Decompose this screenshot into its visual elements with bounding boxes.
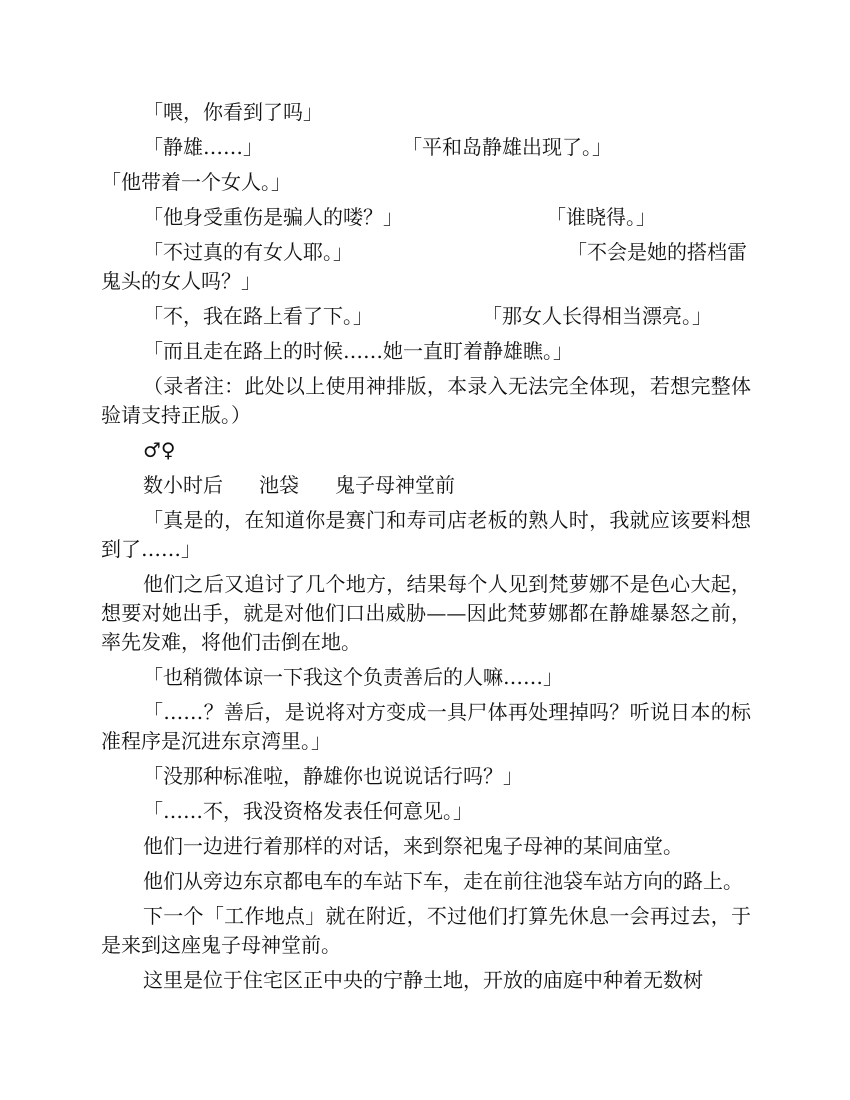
dialogue-left: 「静雄……」 [143, 135, 263, 159]
dialogue-right: 「谁晓得。」 [546, 205, 656, 229]
paragraph-6: 「……不，我没资格发表任何意见。」 [143, 799, 473, 823]
line-dialogue-pair-4 [101, 203, 751, 232]
line-dialogue-3: 「他带着一个女人。」 [101, 170, 291, 194]
scene-place: 池袋 [259, 473, 299, 497]
line-dialogue-1: 「喂，你看到了吗」 [143, 100, 323, 124]
line-dialogue-pair-6 [101, 302, 751, 331]
dialogue-right: 「那女人长得相当漂亮。」 [482, 304, 712, 328]
scene-location: 鬼子母神堂前 [335, 473, 455, 497]
dialogue-right: 「平和岛静雄出现了。」 [402, 135, 612, 159]
editor-note: （录者注：此处以上使用神排版，本录入无法完全体现，若想完整体验请支持正版。） [101, 374, 751, 427]
paragraph-8: 他们从旁边东京都电车的车站下车，走在前往池袋车站方向的路上。 [143, 869, 743, 893]
scene-time: 数小时后 [143, 473, 223, 497]
paragraph-3: 「也稍微体谅一下我这个负责善后的人嘛……」 [143, 665, 563, 689]
section-divider-symbol: ♂♀ [143, 438, 176, 462]
dialogue-left: 「不，我在路上看了下。」 [143, 304, 373, 328]
dialogue-left: 「他身受重伤是骗人的喽？」 [143, 205, 403, 229]
document-page [101, 98, 751, 1001]
paragraph-5: 「没那种标准啦，静雄你也说说话行吗？」 [143, 764, 523, 788]
paragraph-4: 「……？善后，是说将对方变成一具尸体再处理掉吗？听说日本的标准程序是沉进东京湾里。」 [101, 700, 751, 753]
paragraph-9: 下一个「工作地点」就在附近，不过他们打算先休息一会再过去，于是来到这座鬼子母神堂前。 [101, 904, 751, 957]
dialogue-right-continued: 鬼头的女人吗？」 [101, 269, 261, 293]
line-dialogue-pair-5 [101, 238, 751, 296]
paragraph-10: 这里是位于住宅区正中央的宁静土地，开放的庙庭中种着无数树 [143, 968, 703, 992]
dialogue-left: 「不过真的有女人耶。」 [143, 240, 353, 264]
line-dialogue-pair-2 [101, 133, 751, 162]
dialogue-right: 「不会是她的搭档雷 [567, 240, 747, 264]
line-dialogue-7: 「而且走在路上的时候……她一直盯着静雄瞧。」 [143, 339, 573, 363]
scene-heading [101, 471, 751, 500]
paragraph-2: 他们之后又追讨了几个地方，结果每个人见到梵萝娜不是色心大起，想要对她出手，就是对他们口出威胁——因此梵萝娜都在静雄暴怒之前，率先发难，将他们击倒在地。 [101, 572, 751, 654]
paragraph-7: 他们一边进行着那样的对话，来到祭祀鬼子母神的某间庙堂。 [143, 834, 683, 858]
paragraph-1: 「真是的，在知道你是赛门和寿司店老板的熟人时，我就应该要料想到了……」 [101, 508, 751, 561]
